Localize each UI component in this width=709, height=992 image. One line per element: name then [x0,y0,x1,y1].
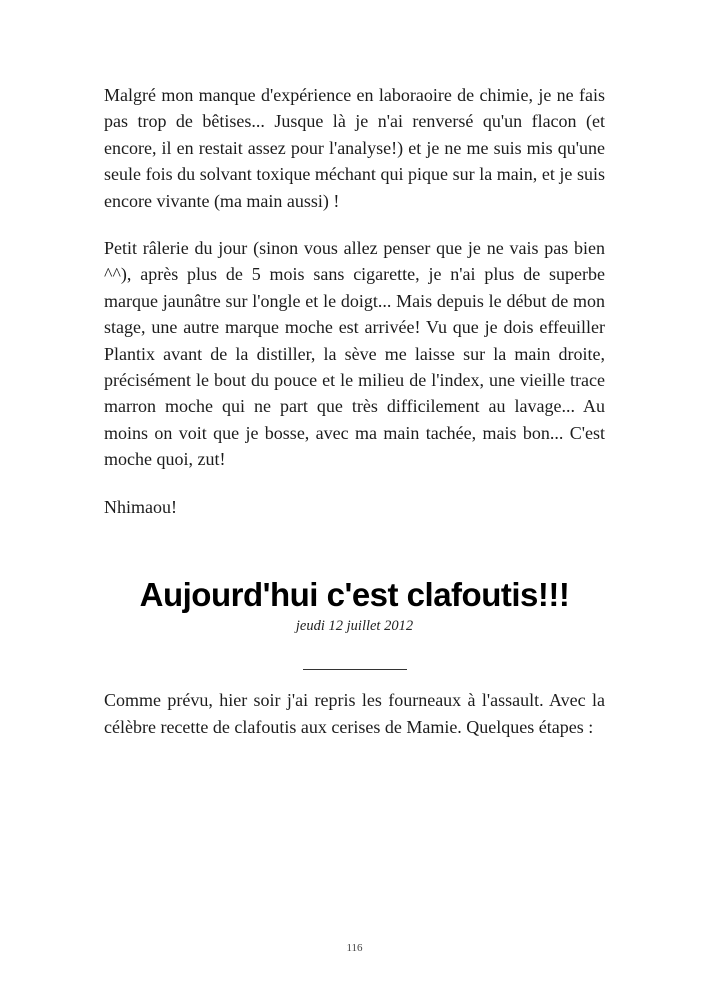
post-date: jeudi 12 juillet 2012 [295,618,414,635]
post-title: Aujourd'hui c'est clafoutis!!! [139,576,570,614]
page-number: 116 [346,942,363,954]
section-divider [303,669,407,670]
paragraph-clafoutis-intro: Comme prévu, hier soir j'ai repris les fourneaux à l'assault. Avec la célèbre recette de clafoutis aux cerises de Mamie. Quelques étapes : [104,690,605,737]
paragraph-signoff: Nhimaou! [104,496,177,517]
paragraph-daily-rant: Petit râlerie du jour (sinon vous allez penser que je ne vais pas bien ^^), après plus de 5 mois sans cigarette, je n'ai plus de superbe marque jaunâtre sur l'ongle et le doigt... Mais depuis le début de mon stage, une autre marque moche est arrivée! Vu que je dois effeuiller Plantix avant de la distiller, la sève me laisse sur la main droite, précisément le bout du pouce et le milieu de l'index, une vieille trace marron moche qui ne part que très difficilement au lavage... Au moins on voit que je bosse, avec ma main tachée, mais bon... C'est moche quoi, zut! [104,238,605,470]
paragraph-lab-experience: Malgré mon manque d'expérience en laboraoire de chimie, je ne fais pas trop de bêtises... Jusque là je n'ai renversé qu'un flacon (et encore, il en restait assez pour l'analyse!) et je ne me suis mis qu'une seule fois du solvant toxique méchant qui pique sur la main, et je suis encore vivante (ma main aussi) ! [104,85,605,211]
